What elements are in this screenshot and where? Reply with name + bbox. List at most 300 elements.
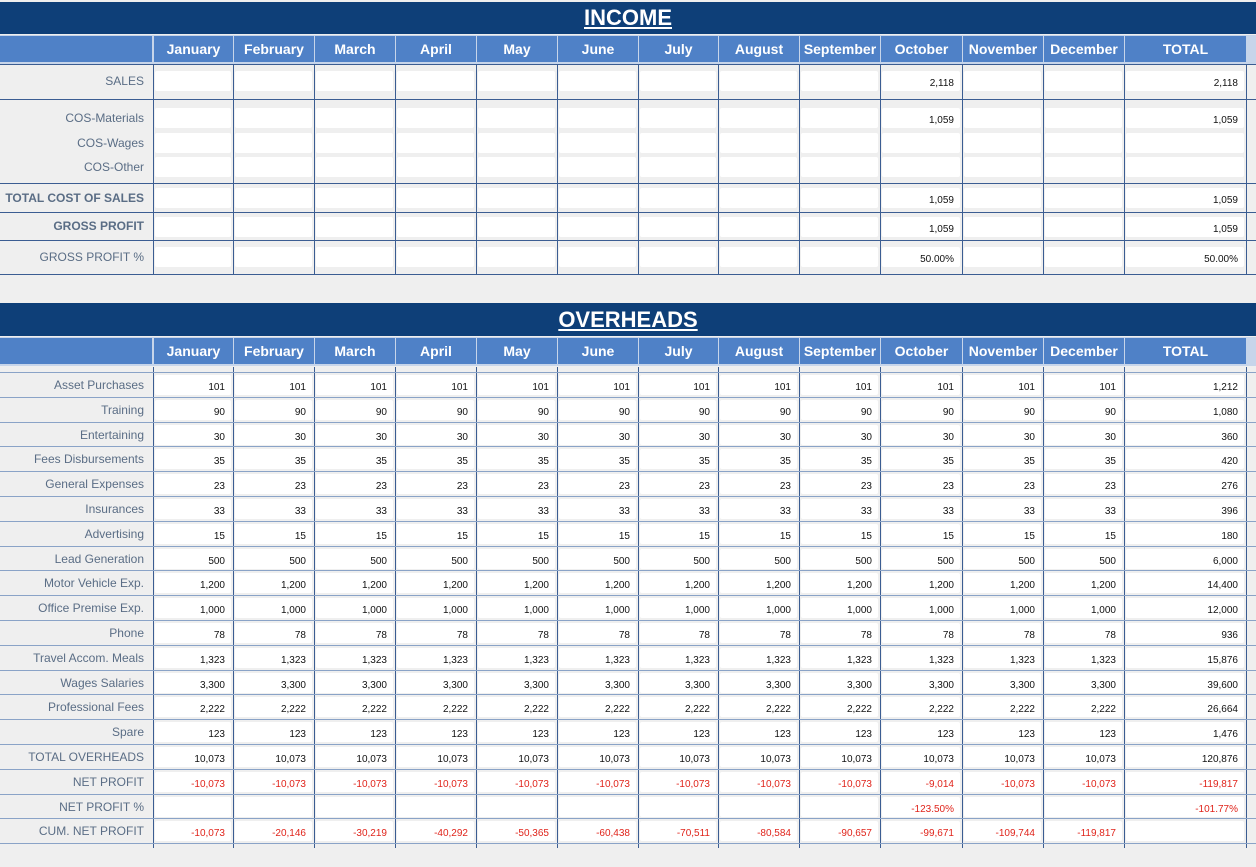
cell-september[interactable]: 10,073 — [801, 747, 878, 767]
cell-june[interactable]: 2,222 — [559, 697, 636, 717]
cell-october[interactable]: 15 — [882, 524, 960, 544]
cell-total[interactable]: 2,118 — [1126, 71, 1244, 91]
cell-july[interactable] — [640, 217, 716, 237]
cell-november[interactable]: 101 — [964, 375, 1041, 395]
cell-october[interactable]: 1,000 — [882, 598, 960, 618]
cell-january[interactable]: 123 — [155, 722, 231, 742]
cell-february[interactable]: 1,200 — [235, 573, 312, 593]
cell-june[interactable] — [559, 157, 636, 177]
cell-february[interactable]: 123 — [235, 722, 312, 742]
cell-march[interactable]: -10,073 — [316, 772, 393, 792]
cell-july[interactable]: 10,073 — [640, 747, 716, 767]
cell-october[interactable]: 1,059 — [882, 188, 960, 208]
cell-april[interactable]: 500 — [397, 549, 474, 569]
cell-august[interactable] — [720, 157, 797, 177]
cell-october[interactable]: 1,059 — [882, 108, 960, 128]
cell-august[interactable]: 15 — [720, 524, 797, 544]
cell-october[interactable]: 30 — [882, 425, 960, 445]
cell-july[interactable]: 3,300 — [640, 673, 716, 693]
cell-january[interactable]: 2,222 — [155, 697, 231, 717]
cell-september[interactable]: 23 — [801, 474, 878, 494]
cell-total[interactable]: 15,876 — [1126, 648, 1244, 668]
cell-february[interactable]: 10,073 — [235, 747, 312, 767]
cell-may[interactable]: 500 — [478, 549, 555, 569]
cell-october[interactable]: 78 — [882, 623, 960, 643]
cell-july[interactable]: 1,323 — [640, 648, 716, 668]
cell-march[interactable]: -30,219 — [316, 821, 393, 841]
cell-total[interactable] — [1126, 157, 1244, 177]
cell-july[interactable]: -10,073 — [640, 772, 716, 792]
cell-october[interactable] — [882, 157, 960, 177]
cell-march[interactable]: 101 — [316, 375, 393, 395]
cell-january[interactable] — [155, 247, 231, 267]
cell-may[interactable]: -50,365 — [478, 821, 555, 841]
cell-august[interactable] — [720, 108, 797, 128]
cell-total[interactable]: 360 — [1126, 425, 1244, 445]
cell-august[interactable]: -10,073 — [720, 772, 797, 792]
cell-july[interactable] — [640, 797, 716, 817]
cell-november[interactable]: 1,200 — [964, 573, 1041, 593]
cell-april[interactable]: 23 — [397, 474, 474, 494]
cell-january[interactable]: 15 — [155, 524, 231, 544]
cell-july[interactable] — [640, 108, 716, 128]
cell-october[interactable] — [882, 133, 960, 153]
cell-total[interactable]: -119,817 — [1126, 772, 1244, 792]
cell-december[interactable]: 23 — [1045, 474, 1122, 494]
cell-june[interactable]: 3,300 — [559, 673, 636, 693]
cell-september[interactable] — [801, 108, 878, 128]
cell-november[interactable]: 10,073 — [964, 747, 1041, 767]
cell-october[interactable]: 90 — [882, 400, 960, 420]
cell-december[interactable]: 33 — [1045, 499, 1122, 519]
cell-may[interactable]: 30 — [478, 425, 555, 445]
cell-july[interactable]: 35 — [640, 449, 716, 469]
cell-september[interactable]: 101 — [801, 375, 878, 395]
cell-february[interactable] — [235, 133, 312, 153]
cell-september[interactable]: 33 — [801, 499, 878, 519]
cell-february[interactable]: 500 — [235, 549, 312, 569]
cell-september[interactable]: 500 — [801, 549, 878, 569]
cell-may[interactable] — [478, 108, 555, 128]
cell-march[interactable]: 3,300 — [316, 673, 393, 693]
cell-may[interactable] — [478, 71, 555, 91]
cell-april[interactable]: 10,073 — [397, 747, 474, 767]
cell-october[interactable]: 50.00% — [882, 247, 960, 267]
cell-november[interactable] — [964, 108, 1041, 128]
cell-total[interactable]: 120,876 — [1126, 747, 1244, 767]
cell-october[interactable]: 1,200 — [882, 573, 960, 593]
cell-july[interactable]: -70,511 — [640, 821, 716, 841]
cell-march[interactable]: 35 — [316, 449, 393, 469]
cell-march[interactable]: 15 — [316, 524, 393, 544]
cell-september[interactable] — [801, 133, 878, 153]
cell-total[interactable]: -101.77% — [1126, 797, 1244, 817]
cell-august[interactable] — [720, 71, 797, 91]
cell-june[interactable]: 33 — [559, 499, 636, 519]
cell-september[interactable]: 1,200 — [801, 573, 878, 593]
cell-february[interactable]: 1,323 — [235, 648, 312, 668]
cell-march[interactable]: 23 — [316, 474, 393, 494]
cell-total[interactable]: 1,059 — [1126, 108, 1244, 128]
cell-april[interactable] — [397, 133, 474, 153]
cell-total[interactable]: 1,059 — [1126, 188, 1244, 208]
cell-february[interactable]: 78 — [235, 623, 312, 643]
cell-february[interactable]: 3,300 — [235, 673, 312, 693]
cell-april[interactable] — [397, 217, 474, 237]
cell-august[interactable]: 1,200 — [720, 573, 797, 593]
cell-september[interactable]: 35 — [801, 449, 878, 469]
cell-january[interactable] — [155, 133, 231, 153]
cell-april[interactable]: 3,300 — [397, 673, 474, 693]
cell-june[interactable] — [559, 108, 636, 128]
cell-july[interactable] — [640, 247, 716, 267]
cell-november[interactable]: 33 — [964, 499, 1041, 519]
cell-december[interactable]: 1,200 — [1045, 573, 1122, 593]
cell-june[interactable]: 1,323 — [559, 648, 636, 668]
cell-october[interactable]: 35 — [882, 449, 960, 469]
cell-july[interactable]: 500 — [640, 549, 716, 569]
cell-april[interactable]: 78 — [397, 623, 474, 643]
cell-february[interactable]: 35 — [235, 449, 312, 469]
cell-november[interactable]: 1,000 — [964, 598, 1041, 618]
cell-april[interactable]: 1,323 — [397, 648, 474, 668]
cell-july[interactable]: 101 — [640, 375, 716, 395]
cell-may[interactable] — [478, 797, 555, 817]
cell-january[interactable]: 78 — [155, 623, 231, 643]
cell-september[interactable]: 1,000 — [801, 598, 878, 618]
cell-january[interactable]: 33 — [155, 499, 231, 519]
cell-august[interactable] — [720, 217, 797, 237]
cell-december[interactable] — [1045, 217, 1122, 237]
cell-june[interactable]: -60,438 — [559, 821, 636, 841]
cell-march[interactable] — [316, 108, 393, 128]
cell-may[interactable]: 1,200 — [478, 573, 555, 593]
cell-january[interactable]: -10,073 — [155, 821, 231, 841]
cell-august[interactable]: 30 — [720, 425, 797, 445]
cell-may[interactable]: 1,323 — [478, 648, 555, 668]
cell-september[interactable]: 78 — [801, 623, 878, 643]
cell-may[interactable]: 123 — [478, 722, 555, 742]
cell-december[interactable]: 2,222 — [1045, 697, 1122, 717]
cell-january[interactable]: 90 — [155, 400, 231, 420]
cell-may[interactable]: 1,000 — [478, 598, 555, 618]
cell-total[interactable]: 26,664 — [1126, 697, 1244, 717]
cell-july[interactable] — [640, 71, 716, 91]
cell-august[interactable]: 90 — [720, 400, 797, 420]
cell-march[interactable]: 1,200 — [316, 573, 393, 593]
cell-december[interactable]: -119,817 — [1045, 821, 1122, 841]
cell-june[interactable]: 1,000 — [559, 598, 636, 618]
cell-july[interactable] — [640, 188, 716, 208]
cell-september[interactable]: -90,657 — [801, 821, 878, 841]
cell-february[interactable] — [235, 108, 312, 128]
cell-june[interactable]: 10,073 — [559, 747, 636, 767]
cell-may[interactable]: 10,073 — [478, 747, 555, 767]
cell-march[interactable]: 1,323 — [316, 648, 393, 668]
cell-december[interactable]: 3,300 — [1045, 673, 1122, 693]
cell-total[interactable]: 276 — [1126, 474, 1244, 494]
cell-january[interactable]: 35 — [155, 449, 231, 469]
cell-april[interactable]: 90 — [397, 400, 474, 420]
cell-june[interactable]: 35 — [559, 449, 636, 469]
cell-september[interactable]: 123 — [801, 722, 878, 742]
cell-june[interactable]: 101 — [559, 375, 636, 395]
cell-april[interactable]: 1,200 — [397, 573, 474, 593]
cell-september[interactable]: 90 — [801, 400, 878, 420]
cell-september[interactable] — [801, 797, 878, 817]
cell-september[interactable] — [801, 71, 878, 91]
cell-may[interactable]: 33 — [478, 499, 555, 519]
cell-may[interactable] — [478, 247, 555, 267]
cell-november[interactable]: 30 — [964, 425, 1041, 445]
cell-november[interactable] — [964, 188, 1041, 208]
cell-april[interactable] — [397, 188, 474, 208]
cell-september[interactable]: 3,300 — [801, 673, 878, 693]
cell-january[interactable] — [155, 797, 231, 817]
cell-november[interactable] — [964, 157, 1041, 177]
cell-october[interactable]: 1,323 — [882, 648, 960, 668]
cell-march[interactable] — [316, 157, 393, 177]
cell-march[interactable] — [316, 133, 393, 153]
cell-august[interactable]: 10,073 — [720, 747, 797, 767]
cell-november[interactable] — [964, 217, 1041, 237]
cell-june[interactable] — [559, 797, 636, 817]
cell-march[interactable]: 2,222 — [316, 697, 393, 717]
cell-august[interactable]: 3,300 — [720, 673, 797, 693]
cell-september[interactable] — [801, 217, 878, 237]
cell-april[interactable]: -40,292 — [397, 821, 474, 841]
cell-june[interactable]: 90 — [559, 400, 636, 420]
cell-total[interactable]: 1,059 — [1126, 217, 1244, 237]
cell-june[interactable]: 500 — [559, 549, 636, 569]
cell-january[interactable]: 1,000 — [155, 598, 231, 618]
cell-october[interactable]: -123.50% — [882, 797, 960, 817]
cell-october[interactable]: 1,059 — [882, 217, 960, 237]
cell-april[interactable]: 15 — [397, 524, 474, 544]
cell-august[interactable]: 35 — [720, 449, 797, 469]
cell-december[interactable] — [1045, 71, 1122, 91]
cell-april[interactable] — [397, 157, 474, 177]
cell-october[interactable]: 2,118 — [882, 71, 960, 91]
cell-november[interactable] — [964, 247, 1041, 267]
cell-february[interactable]: 33 — [235, 499, 312, 519]
cell-total[interactable]: 396 — [1126, 499, 1244, 519]
cell-september[interactable]: 15 — [801, 524, 878, 544]
cell-july[interactable]: 1,000 — [640, 598, 716, 618]
cell-june[interactable] — [559, 217, 636, 237]
cell-february[interactable] — [235, 247, 312, 267]
cell-october[interactable]: 2,222 — [882, 697, 960, 717]
cell-july[interactable] — [640, 157, 716, 177]
cell-february[interactable]: 1,000 — [235, 598, 312, 618]
cell-april[interactable] — [397, 71, 474, 91]
cell-total[interactable]: 420 — [1126, 449, 1244, 469]
cell-march[interactable] — [316, 217, 393, 237]
cell-november[interactable]: 35 — [964, 449, 1041, 469]
cell-july[interactable]: 90 — [640, 400, 716, 420]
cell-july[interactable]: 78 — [640, 623, 716, 643]
cell-june[interactable]: 30 — [559, 425, 636, 445]
cell-april[interactable]: 2,222 — [397, 697, 474, 717]
cell-august[interactable]: 101 — [720, 375, 797, 395]
cell-may[interactable]: -10,073 — [478, 772, 555, 792]
cell-november[interactable]: -10,073 — [964, 772, 1041, 792]
cell-august[interactable]: 2,222 — [720, 697, 797, 717]
cell-december[interactable]: 101 — [1045, 375, 1122, 395]
cell-december[interactable] — [1045, 108, 1122, 128]
cell-may[interactable] — [478, 217, 555, 237]
cell-march[interactable]: 78 — [316, 623, 393, 643]
cell-april[interactable]: 33 — [397, 499, 474, 519]
cell-total[interactable] — [1126, 821, 1244, 841]
cell-march[interactable] — [316, 797, 393, 817]
cell-may[interactable]: 2,222 — [478, 697, 555, 717]
cell-december[interactable]: 1,323 — [1045, 648, 1122, 668]
cell-december[interactable] — [1045, 188, 1122, 208]
cell-february[interactable]: 23 — [235, 474, 312, 494]
cell-total[interactable]: 6,000 — [1126, 549, 1244, 569]
cell-february[interactable] — [235, 797, 312, 817]
cell-february[interactable] — [235, 217, 312, 237]
cell-may[interactable] — [478, 157, 555, 177]
cell-december[interactable]: 15 — [1045, 524, 1122, 544]
cell-august[interactable]: 23 — [720, 474, 797, 494]
cell-august[interactable]: 500 — [720, 549, 797, 569]
cell-september[interactable]: 30 — [801, 425, 878, 445]
cell-august[interactable]: 78 — [720, 623, 797, 643]
cell-september[interactable]: 1,323 — [801, 648, 878, 668]
cell-january[interactable]: 500 — [155, 549, 231, 569]
cell-february[interactable]: 101 — [235, 375, 312, 395]
cell-november[interactable]: 78 — [964, 623, 1041, 643]
cell-may[interactable] — [478, 188, 555, 208]
cell-total[interactable]: 50.00% — [1126, 247, 1244, 267]
cell-february[interactable] — [235, 157, 312, 177]
cell-november[interactable] — [964, 133, 1041, 153]
cell-december[interactable]: 35 — [1045, 449, 1122, 469]
cell-january[interactable]: -10,073 — [155, 772, 231, 792]
cell-total[interactable]: 180 — [1126, 524, 1244, 544]
cell-july[interactable]: 15 — [640, 524, 716, 544]
cell-january[interactable] — [155, 188, 231, 208]
cell-december[interactable]: 90 — [1045, 400, 1122, 420]
cell-may[interactable]: 78 — [478, 623, 555, 643]
cell-december[interactable]: 1,000 — [1045, 598, 1122, 618]
cell-april[interactable] — [397, 247, 474, 267]
cell-total[interactable]: 14,400 — [1126, 573, 1244, 593]
cell-february[interactable]: 30 — [235, 425, 312, 445]
cell-january[interactable] — [155, 71, 231, 91]
cell-november[interactable]: 500 — [964, 549, 1041, 569]
cell-january[interactable]: 101 — [155, 375, 231, 395]
cell-april[interactable]: 1,000 — [397, 598, 474, 618]
cell-may[interactable]: 101 — [478, 375, 555, 395]
cell-march[interactable]: 500 — [316, 549, 393, 569]
cell-december[interactable]: 78 — [1045, 623, 1122, 643]
cell-february[interactable]: -20,146 — [235, 821, 312, 841]
cell-march[interactable]: 123 — [316, 722, 393, 742]
cell-march[interactable] — [316, 188, 393, 208]
cell-november[interactable] — [964, 71, 1041, 91]
cell-june[interactable] — [559, 71, 636, 91]
cell-november[interactable]: 2,222 — [964, 697, 1041, 717]
cell-may[interactable]: 23 — [478, 474, 555, 494]
cell-july[interactable]: 2,222 — [640, 697, 716, 717]
cell-june[interactable]: -10,073 — [559, 772, 636, 792]
cell-august[interactable] — [720, 247, 797, 267]
cell-august[interactable]: 1,323 — [720, 648, 797, 668]
cell-april[interactable]: 30 — [397, 425, 474, 445]
cell-march[interactable]: 1,000 — [316, 598, 393, 618]
cell-april[interactable]: -10,073 — [397, 772, 474, 792]
cell-december[interactable] — [1045, 797, 1122, 817]
cell-total[interactable] — [1126, 133, 1244, 153]
cell-december[interactable]: -10,073 — [1045, 772, 1122, 792]
cell-july[interactable]: 30 — [640, 425, 716, 445]
cell-june[interactable]: 15 — [559, 524, 636, 544]
cell-february[interactable] — [235, 71, 312, 91]
cell-november[interactable]: 3,300 — [964, 673, 1041, 693]
cell-march[interactable] — [316, 247, 393, 267]
cell-may[interactable]: 90 — [478, 400, 555, 420]
cell-total[interactable]: 1,080 — [1126, 400, 1244, 420]
cell-april[interactable]: 123 — [397, 722, 474, 742]
cell-june[interactable]: 1,200 — [559, 573, 636, 593]
cell-january[interactable] — [155, 217, 231, 237]
cell-june[interactable] — [559, 188, 636, 208]
cell-november[interactable]: -109,744 — [964, 821, 1041, 841]
cell-march[interactable]: 33 — [316, 499, 393, 519]
cell-june[interactable]: 123 — [559, 722, 636, 742]
cell-october[interactable]: -9,014 — [882, 772, 960, 792]
cell-october[interactable]: -99,671 — [882, 821, 960, 841]
cell-january[interactable]: 1,323 — [155, 648, 231, 668]
cell-august[interactable]: 1,000 — [720, 598, 797, 618]
cell-july[interactable]: 123 — [640, 722, 716, 742]
cell-november[interactable]: 1,323 — [964, 648, 1041, 668]
cell-april[interactable]: 101 — [397, 375, 474, 395]
cell-total[interactable]: 1,476 — [1126, 722, 1244, 742]
cell-january[interactable]: 1,200 — [155, 573, 231, 593]
cell-august[interactable]: -80,584 — [720, 821, 797, 841]
cell-september[interactable]: 2,222 — [801, 697, 878, 717]
cell-total[interactable]: 1,212 — [1126, 375, 1244, 395]
cell-august[interactable] — [720, 188, 797, 208]
cell-february[interactable]: 2,222 — [235, 697, 312, 717]
cell-february[interactable] — [235, 188, 312, 208]
cell-february[interactable]: -10,073 — [235, 772, 312, 792]
cell-august[interactable] — [720, 797, 797, 817]
cell-september[interactable] — [801, 157, 878, 177]
cell-february[interactable]: 15 — [235, 524, 312, 544]
cell-december[interactable]: 10,073 — [1045, 747, 1122, 767]
cell-january[interactable]: 23 — [155, 474, 231, 494]
cell-january[interactable]: 30 — [155, 425, 231, 445]
cell-october[interactable]: 23 — [882, 474, 960, 494]
cell-january[interactable]: 10,073 — [155, 747, 231, 767]
cell-october[interactable]: 101 — [882, 375, 960, 395]
cell-april[interactable] — [397, 108, 474, 128]
cell-september[interactable] — [801, 188, 878, 208]
cell-may[interactable]: 3,300 — [478, 673, 555, 693]
cell-december[interactable] — [1045, 157, 1122, 177]
cell-december[interactable] — [1045, 133, 1122, 153]
cell-may[interactable]: 15 — [478, 524, 555, 544]
cell-total[interactable]: 12,000 — [1126, 598, 1244, 618]
cell-july[interactable] — [640, 133, 716, 153]
cell-september[interactable]: -10,073 — [801, 772, 878, 792]
cell-august[interactable]: 123 — [720, 722, 797, 742]
